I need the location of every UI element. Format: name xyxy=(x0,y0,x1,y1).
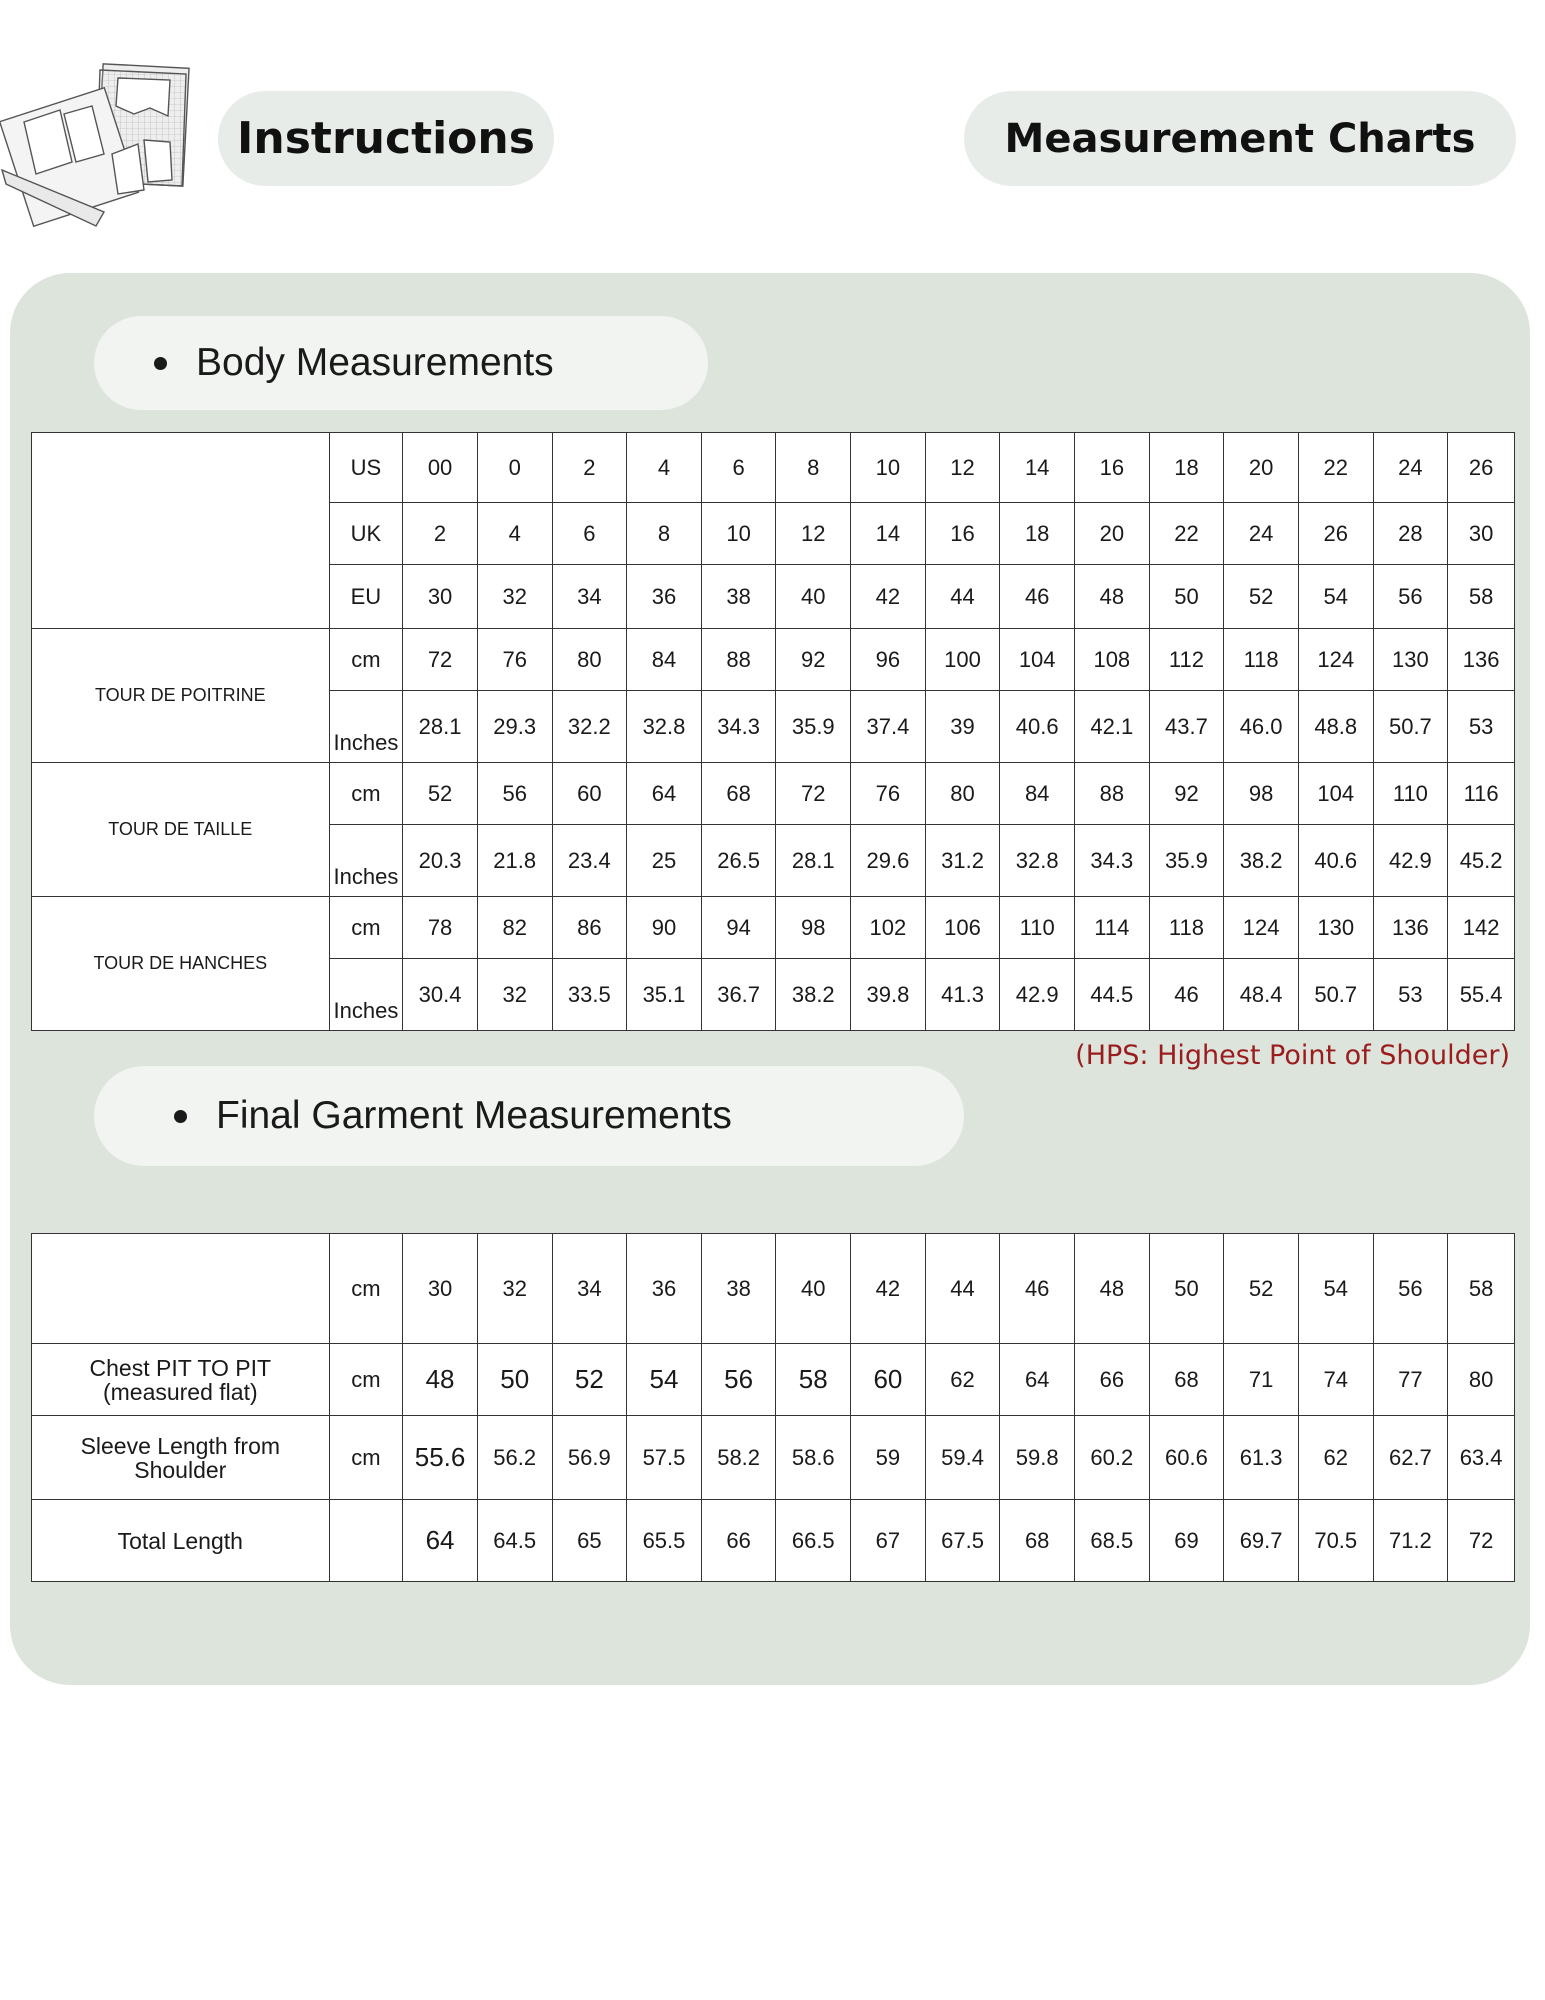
measure-row-cm xyxy=(32,897,1515,959)
value-cell: 80 xyxy=(552,629,627,691)
value-cell: 40.6 xyxy=(1298,825,1373,897)
value-cell: 32.2 xyxy=(552,691,627,763)
value-cell: 32 xyxy=(477,959,552,1031)
value-cell: 50.7 xyxy=(1373,691,1448,763)
value-cell: 130 xyxy=(1373,629,1448,691)
value-cell: 56 xyxy=(701,1344,776,1416)
value-cell: 102 xyxy=(851,897,926,959)
value-cell: 38.2 xyxy=(776,959,851,1031)
value-cell: 59 xyxy=(851,1416,926,1500)
value-cell: 74 xyxy=(1298,1344,1373,1416)
value-cell: 114 xyxy=(1075,897,1150,959)
size-cell: 22 xyxy=(1149,503,1224,565)
value-cell: 118 xyxy=(1224,629,1299,691)
size-cell: 8 xyxy=(627,503,702,565)
body-measurements-table xyxy=(31,432,1515,1031)
value-cell: 69 xyxy=(1149,1500,1224,1582)
value-cell: 30.4 xyxy=(403,959,478,1031)
value-cell: 64 xyxy=(403,1500,478,1582)
value-cell: 68 xyxy=(1000,1500,1075,1582)
value-cell: 58.2 xyxy=(701,1416,776,1500)
value-cell: 63.4 xyxy=(1448,1416,1515,1500)
value-cell: 38.2 xyxy=(1224,825,1299,897)
garment-row-label: Sleeve Length from Shoulder xyxy=(32,1416,330,1500)
value-cell: 32.8 xyxy=(1000,825,1075,897)
size-cell: 40 xyxy=(776,565,851,629)
value-cell: 58 xyxy=(776,1344,851,1416)
value-cell: 98 xyxy=(776,897,851,959)
value-cell: 44 xyxy=(925,1234,1000,1344)
value-cell: 42 xyxy=(851,1234,926,1344)
value-cell: 78 xyxy=(403,897,478,959)
value-cell: 61.3 xyxy=(1224,1416,1299,1500)
size-cell: 12 xyxy=(776,503,851,565)
value-cell: 52 xyxy=(403,763,478,825)
value-cell: 56 xyxy=(477,763,552,825)
value-cell: 35.9 xyxy=(1149,825,1224,897)
size-cell: 0 xyxy=(477,433,552,503)
blank-corner-cell xyxy=(32,433,330,629)
value-cell: 76 xyxy=(851,763,926,825)
value-cell: 48.4 xyxy=(1224,959,1299,1031)
size-cell: 36 xyxy=(627,565,702,629)
value-cell: 55.6 xyxy=(403,1416,478,1500)
value-cell: 42.9 xyxy=(1373,825,1448,897)
sewing-pattern-logo xyxy=(0,62,192,232)
value-cell: 58 xyxy=(1448,1234,1515,1344)
unit-label: cm xyxy=(329,1234,403,1344)
size-row xyxy=(32,433,1515,503)
size-cell: 32 xyxy=(477,565,552,629)
size-cell: 16 xyxy=(925,503,1000,565)
value-cell: 112 xyxy=(1149,629,1224,691)
value-cell: 67.5 xyxy=(925,1500,1000,1582)
value-cell: 86 xyxy=(552,897,627,959)
value-cell: 34.3 xyxy=(1075,825,1150,897)
value-cell: 29.6 xyxy=(851,825,926,897)
value-cell: 64 xyxy=(1000,1344,1075,1416)
value-cell: 71.2 xyxy=(1373,1500,1448,1582)
unit-label: cm xyxy=(329,1416,403,1500)
size-cell: 10 xyxy=(851,433,926,503)
value-cell: 98 xyxy=(1224,763,1299,825)
size-cell: 24 xyxy=(1224,503,1299,565)
instructions-header: Instructions xyxy=(218,91,554,186)
value-cell: 106 xyxy=(925,897,1000,959)
size-cell: 54 xyxy=(1298,565,1373,629)
value-cell: 53 xyxy=(1448,691,1515,763)
garment-row xyxy=(32,1344,1515,1416)
value-cell: 70.5 xyxy=(1298,1500,1373,1582)
measure-row-cm xyxy=(32,629,1515,691)
value-cell: 26.5 xyxy=(701,825,776,897)
size-cell: 50 xyxy=(1149,565,1224,629)
measurement-charts-header: Measurement Charts xyxy=(964,91,1516,186)
measure-label: TOUR DE TAILLE xyxy=(32,763,330,897)
value-cell: 46 xyxy=(1149,959,1224,1031)
measure-label: TOUR DE HANCHES xyxy=(32,897,330,1031)
unit-label xyxy=(329,1500,403,1582)
size-cell: 34 xyxy=(552,565,627,629)
value-cell: 41.3 xyxy=(925,959,1000,1031)
value-cell: 34 xyxy=(552,1234,627,1344)
measure-label: TOUR DE POITRINE xyxy=(32,629,330,763)
value-cell: 82 xyxy=(477,897,552,959)
value-cell: 60 xyxy=(851,1344,926,1416)
size-cell: 12 xyxy=(925,433,1000,503)
value-cell: 52 xyxy=(552,1344,627,1416)
garment-row xyxy=(32,1500,1515,1582)
size-cell: 30 xyxy=(403,565,478,629)
value-cell: 84 xyxy=(1000,763,1075,825)
value-cell: 130 xyxy=(1298,897,1373,959)
size-cell: 46 xyxy=(1000,565,1075,629)
size-cell: 42 xyxy=(851,565,926,629)
value-cell: 36 xyxy=(627,1234,702,1344)
value-cell: 72 xyxy=(403,629,478,691)
size-cell: 58 xyxy=(1448,565,1515,629)
size-system-label: EU xyxy=(329,565,403,629)
value-cell: 39.8 xyxy=(851,959,926,1031)
value-cell: 56.2 xyxy=(477,1416,552,1500)
unit-label: cm xyxy=(329,1344,403,1416)
value-cell: 62 xyxy=(925,1344,1000,1416)
value-cell: 59.4 xyxy=(925,1416,1000,1500)
value-cell: 46.0 xyxy=(1224,691,1299,763)
value-cell: 21.8 xyxy=(477,825,552,897)
bullet-icon xyxy=(174,1110,187,1123)
value-cell: 104 xyxy=(1298,763,1373,825)
value-cell: 110 xyxy=(1000,897,1075,959)
value-cell: 37.4 xyxy=(851,691,926,763)
value-cell: 68 xyxy=(701,763,776,825)
value-cell: 88 xyxy=(1075,763,1150,825)
size-cell: 6 xyxy=(552,503,627,565)
value-cell: 67 xyxy=(851,1500,926,1582)
value-cell: 92 xyxy=(776,629,851,691)
garment-row xyxy=(32,1234,1515,1344)
value-cell: 118 xyxy=(1149,897,1224,959)
size-cell: 26 xyxy=(1448,433,1515,503)
size-cell: 2 xyxy=(403,503,478,565)
value-cell: 52 xyxy=(1224,1234,1299,1344)
size-cell: 26 xyxy=(1298,503,1373,565)
size-system-label: US xyxy=(329,433,403,503)
hps-note: (HPS: Highest Point of Shoulder) xyxy=(1075,1040,1510,1071)
value-cell: 96 xyxy=(851,629,926,691)
value-cell: 31.2 xyxy=(925,825,1000,897)
value-cell: 84 xyxy=(627,629,702,691)
value-cell: 46 xyxy=(1000,1234,1075,1344)
unit-label: Inches xyxy=(329,691,403,763)
value-cell: 32 xyxy=(477,1234,552,1344)
size-cell: 52 xyxy=(1224,565,1299,629)
value-cell: 25 xyxy=(627,825,702,897)
value-cell: 60.2 xyxy=(1075,1416,1150,1500)
size-cell: 4 xyxy=(627,433,702,503)
value-cell: 58.6 xyxy=(776,1416,851,1500)
value-cell: 48 xyxy=(1075,1234,1150,1344)
value-cell: 77 xyxy=(1373,1344,1448,1416)
value-cell: 66.5 xyxy=(776,1500,851,1582)
value-cell: 44.5 xyxy=(1075,959,1150,1031)
value-cell: 39 xyxy=(925,691,1000,763)
value-cell: 23.4 xyxy=(552,825,627,897)
value-cell: 80 xyxy=(1448,1344,1515,1416)
size-cell: 56 xyxy=(1373,565,1448,629)
garment-row-label xyxy=(32,1234,330,1344)
value-cell: 69.7 xyxy=(1224,1500,1299,1582)
garment-row-label: Total Length xyxy=(32,1500,330,1582)
unit-label: cm xyxy=(329,897,403,959)
garment-measurements-table xyxy=(31,1233,1515,1582)
size-cell: 00 xyxy=(403,433,478,503)
size-cell: 14 xyxy=(851,503,926,565)
value-cell: 42.1 xyxy=(1075,691,1150,763)
size-cell: 48 xyxy=(1075,565,1150,629)
size-cell: 8 xyxy=(776,433,851,503)
measure-row-cm xyxy=(32,763,1515,825)
value-cell: 92 xyxy=(1149,763,1224,825)
value-cell: 33.5 xyxy=(552,959,627,1031)
value-cell: 104 xyxy=(1000,629,1075,691)
value-cell: 45.2 xyxy=(1448,825,1515,897)
value-cell: 124 xyxy=(1298,629,1373,691)
value-cell: 116 xyxy=(1448,763,1515,825)
value-cell: 60.6 xyxy=(1149,1416,1224,1500)
body-measurements-title: Body Measurements xyxy=(196,341,554,384)
size-cell: 22 xyxy=(1298,433,1373,503)
value-cell: 35.1 xyxy=(627,959,702,1031)
value-cell: 66 xyxy=(1075,1344,1150,1416)
size-cell: 10 xyxy=(701,503,776,565)
value-cell: 50 xyxy=(477,1344,552,1416)
size-cell: 2 xyxy=(552,433,627,503)
value-cell: 124 xyxy=(1224,897,1299,959)
size-cell: 38 xyxy=(701,565,776,629)
value-cell: 108 xyxy=(1075,629,1150,691)
value-cell: 36.7 xyxy=(701,959,776,1031)
value-cell: 54 xyxy=(1298,1234,1373,1344)
value-cell: 40.6 xyxy=(1000,691,1075,763)
value-cell: 72 xyxy=(776,763,851,825)
final-garment-title: Final Garment Measurements xyxy=(216,1094,732,1137)
value-cell: 29.3 xyxy=(477,691,552,763)
value-cell: 60 xyxy=(552,763,627,825)
value-cell: 56 xyxy=(1373,1234,1448,1344)
size-cell: 16 xyxy=(1075,433,1150,503)
value-cell: 53 xyxy=(1373,959,1448,1031)
value-cell: 80 xyxy=(925,763,1000,825)
value-cell: 38 xyxy=(701,1234,776,1344)
value-cell: 59.8 xyxy=(1000,1416,1075,1500)
value-cell: 65 xyxy=(552,1500,627,1582)
value-cell: 28.1 xyxy=(403,691,478,763)
value-cell: 48 xyxy=(403,1344,478,1416)
value-cell: 68 xyxy=(1149,1344,1224,1416)
value-cell: 90 xyxy=(627,897,702,959)
value-cell: 66 xyxy=(701,1500,776,1582)
value-cell: 40 xyxy=(776,1234,851,1344)
value-cell: 35.9 xyxy=(776,691,851,763)
size-cell: 44 xyxy=(925,565,1000,629)
value-cell: 50.7 xyxy=(1298,959,1373,1031)
size-cell: 6 xyxy=(701,433,776,503)
unit-label: cm xyxy=(329,629,403,691)
size-cell: 14 xyxy=(1000,433,1075,503)
value-cell: 28.1 xyxy=(776,825,851,897)
value-cell: 54 xyxy=(627,1344,702,1416)
size-cell: 24 xyxy=(1373,433,1448,503)
value-cell: 55.4 xyxy=(1448,959,1515,1031)
value-cell: 72 xyxy=(1448,1500,1515,1582)
value-cell: 100 xyxy=(925,629,1000,691)
value-cell: 43.7 xyxy=(1149,691,1224,763)
value-cell: 65.5 xyxy=(627,1500,702,1582)
garment-row xyxy=(32,1416,1515,1500)
value-cell: 142 xyxy=(1448,897,1515,959)
value-cell: 30 xyxy=(403,1234,478,1344)
size-cell: 18 xyxy=(1149,433,1224,503)
value-cell: 42.9 xyxy=(1000,959,1075,1031)
value-cell: 88 xyxy=(701,629,776,691)
value-cell: 64.5 xyxy=(477,1500,552,1582)
value-cell: 62.7 xyxy=(1373,1416,1448,1500)
value-cell: 136 xyxy=(1373,897,1448,959)
value-cell: 57.5 xyxy=(627,1416,702,1500)
garment-row-label: Chest PIT TO PIT (measured flat) xyxy=(32,1344,330,1416)
value-cell: 56.9 xyxy=(552,1416,627,1500)
value-cell: 48.8 xyxy=(1298,691,1373,763)
value-cell: 62 xyxy=(1298,1416,1373,1500)
value-cell: 20.3 xyxy=(403,825,478,897)
value-cell: 94 xyxy=(701,897,776,959)
bullet-icon xyxy=(154,357,167,370)
value-cell: 76 xyxy=(477,629,552,691)
size-system-label: UK xyxy=(329,503,403,565)
value-cell: 50 xyxy=(1149,1234,1224,1344)
size-cell: 18 xyxy=(1000,503,1075,565)
unit-label: Inches xyxy=(329,825,403,897)
value-cell: 32.8 xyxy=(627,691,702,763)
value-cell: 71 xyxy=(1224,1344,1299,1416)
unit-label: Inches xyxy=(329,959,403,1031)
size-cell: 30 xyxy=(1448,503,1515,565)
unit-label: cm xyxy=(329,763,403,825)
value-cell: 110 xyxy=(1373,763,1448,825)
size-cell: 20 xyxy=(1224,433,1299,503)
value-cell: 64 xyxy=(627,763,702,825)
size-cell: 20 xyxy=(1075,503,1150,565)
size-cell: 28 xyxy=(1373,503,1448,565)
value-cell: 34.3 xyxy=(701,691,776,763)
value-cell: 136 xyxy=(1448,629,1515,691)
value-cell: 68.5 xyxy=(1075,1500,1150,1582)
body-measurements-heading xyxy=(94,316,708,410)
size-cell: 4 xyxy=(477,503,552,565)
final-garment-heading xyxy=(94,1066,964,1166)
